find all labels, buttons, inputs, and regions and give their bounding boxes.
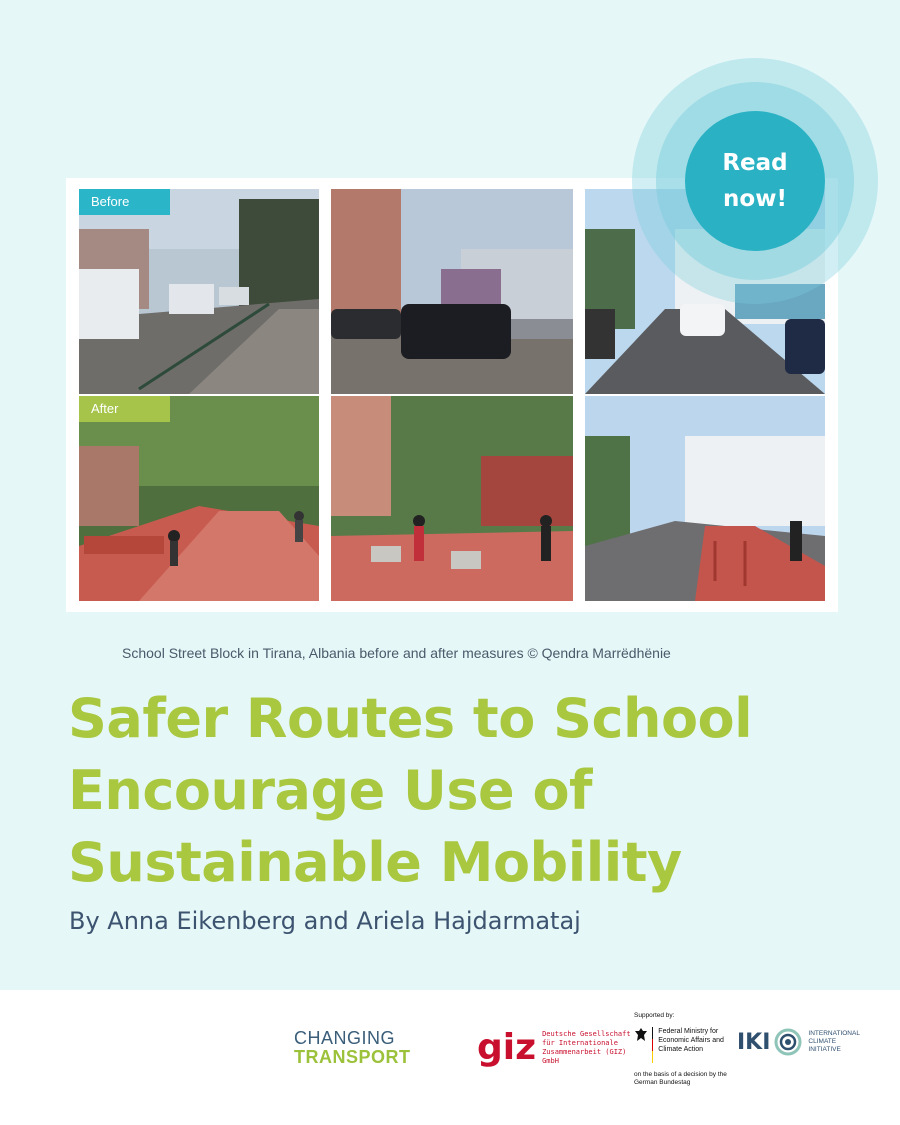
byline: By Anna Eikenberg and Ariela Hajdarmataj [69,907,581,935]
supported-by-label: Supported by: [634,1012,675,1019]
german-flag-bar [652,1027,653,1063]
before-label: Before [79,189,170,215]
bundestag-note: on the basis of a decision by the German Bundestag [634,1071,727,1086]
footer [0,990,900,1125]
photo-before-2 [331,189,573,394]
iki-mark: IKI [737,1029,771,1055]
photo-after-1 [79,396,319,601]
page-title: Safer Routes to School Encourage Use of Sustainable Mobility [68,687,753,894]
photo-after-3 [585,396,825,601]
after-label: After [79,396,170,422]
photo-after-2 [331,396,573,601]
photo-before-1 [79,189,319,394]
eagle-icon [634,1027,648,1063]
giz-full-name: Deutsche Gesellschaft für Internationale Zusammenarbeit (GIZ) GmbH [542,1030,631,1065]
changing-transport-line2: TRANSPORT [294,1047,411,1067]
read-now-button[interactable] [685,111,825,251]
changing-transport-line1: CHANGING [294,1028,396,1048]
iki-full-name: INTERNATIONAL CLIMATE INITIATIVE [808,1030,860,1053]
read-now-label [705,145,805,217]
giz-mark: giz [477,1027,537,1068]
photo-caption: School Street Block in Tirana, Albania before and after measures © Qendra Marrëdhënie [122,645,671,661]
bmwk-name: Federal Ministry for Economic Affairs and Climate Action [658,1028,724,1053]
iki-ring-icon [774,1028,802,1056]
changing-transport-logo[interactable] [294,1029,411,1067]
read-now-line1: Read [722,150,788,176]
bmwk-logo[interactable] [634,1012,734,1087]
read-now-line2: now! [723,186,787,212]
iki-logo[interactable] [737,1028,868,1056]
giz-logo[interactable] [477,1027,634,1068]
